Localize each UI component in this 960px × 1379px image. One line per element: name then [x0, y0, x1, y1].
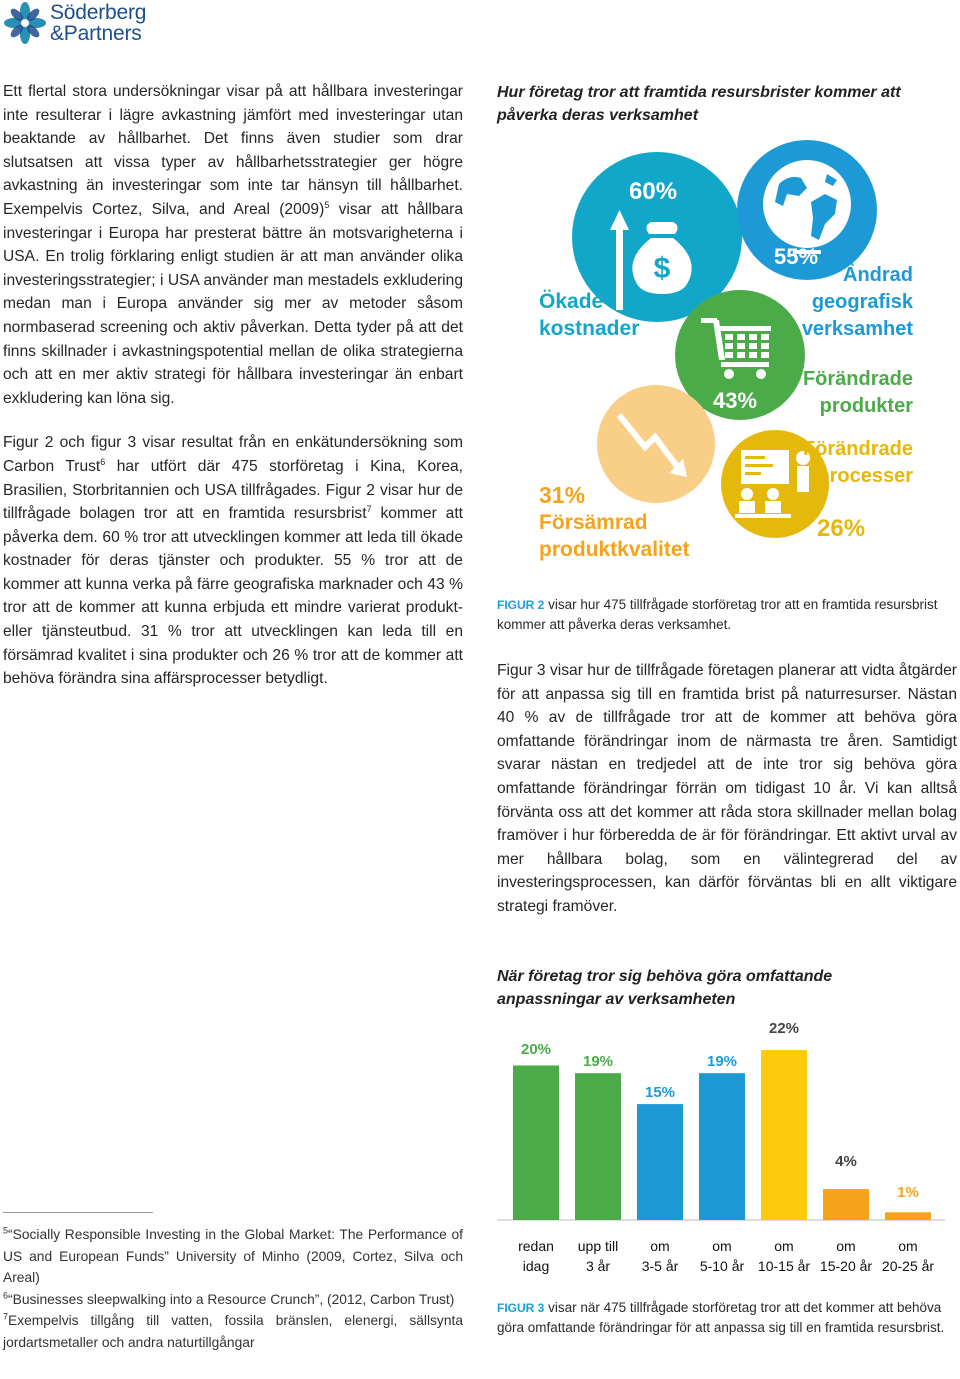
- bar-2: [637, 1104, 683, 1220]
- pct-products: 43%: [713, 388, 758, 413]
- footnote-5: $^5$“Socially Responsible Investing in the Global Market: The Performance of US and European Funds” University of Minho (2009, Cortez, Silva och Areal): [3, 1225, 463, 1285]
- figure2-caption: FIGUR 2 visar hur 475 tillfrågade storföretag tror att en framtida resursbrist kommer att påverka deras verksamhet.: [497, 597, 938, 632]
- bar-6: [885, 1212, 931, 1220]
- bar-value-label-4: 22%: [768, 1020, 800, 1037]
- bar-value-label-0: 20%: [520, 1041, 552, 1059]
- figure2-title: Hur företag tror att framtida resursbrister kommer att påverka deras verksamhet: [497, 84, 901, 124]
- x-tick-label-1: upp till 3 år: [577, 1238, 619, 1274]
- x-tick-label-4: om 10-15 år: [757, 1238, 811, 1274]
- bar-value-label-1: 19%: [582, 1053, 614, 1071]
- label-geo: Ändrad geografisk verksamhet: [801, 264, 913, 340]
- bar-0: [513, 1065, 559, 1220]
- logo-line1: Söderberg: [50, 1, 147, 24]
- bar-value-label-2: 15%: [644, 1084, 676, 1102]
- bar-4: [761, 1050, 807, 1220]
- footnote-6: $^6$“Businesses sleepwalking into a Resource Crunch”, (2012, Carbon Trust): [3, 1289, 455, 1307]
- footnote-divider: [3, 1212, 153, 1213]
- logo-line2: &Partners: [50, 22, 142, 45]
- label-quality: 31% Försämrad produktkvalitet: [539, 482, 690, 561]
- pct-process: 26%: [817, 515, 866, 542]
- bar-5: [823, 1189, 869, 1220]
- x-tick-label-6: om 20-25 år: [881, 1238, 935, 1274]
- company-logo: [0, 0, 160, 48]
- pct-costs: 60%: [629, 178, 678, 205]
- pct-geo: 55%: [774, 244, 819, 269]
- figure3-title: När företag tror sig behöva göra omfattande anpassningar av verksamheten: [497, 968, 833, 1008]
- bar-value-label-3: 19%: [706, 1053, 738, 1071]
- svg-text:$: $: [653, 252, 671, 285]
- x-tick-label-2: om 3-5 år: [641, 1238, 679, 1274]
- x-tick-label-5: om 15-20 år: [819, 1238, 873, 1274]
- figure3-caption: FIGUR 3 visar när 475 tillfrågade storföretag tror att det kommer att behöva göra omfattande förändringar för att anpassa sig till en framtida resursbrist.: [497, 1300, 945, 1335]
- pct-quality: 31%: [539, 482, 586, 508]
- footnotes: [3, 1224, 463, 1353]
- figure2-infographic: [497, 140, 957, 580]
- logo-flower-icon: [2, 0, 48, 46]
- figure3-chart: [497, 1020, 957, 1280]
- label-products: Förändrade produkter: [802, 368, 913, 417]
- bar-value-label-6: 1%: [897, 1184, 919, 1202]
- bar-value-label-5: 4%: [835, 1153, 857, 1171]
- footnote-7: $^7$Exempelvis tillgång till vatten, fossila bränslen, elenergi, sällsynta jordartsmetaller och andra naturtillgångar: [3, 1311, 463, 1350]
- body-paragraph-1: Ett flertal stora undersökningar visar på att hållbara investeringar inte resulterar i lägre avkastning jämfört med investeringar utan beaktande av hållbarhet. Det finns även studier som drar slutsatsen att vissa typer av hållbarhetsstrategier ger högre avkastning än investeringar som inte tar hänsyn till hållbarhet. Exempelvis Cortez, Silva, and Areal $(2009)^5$ visar att hållbara investeringar i Europa har presterat bättre än motsvarigheterna i USA. En trolig förklaring enligt studien är att man använder olika investeringsstrategier; i USA använder man mestadels exkludering medan man i Europa använder sig mer av metoder såsom normbaserad screening och aktiv påverkan. Detta tyder på att det finns skillnader i avkastningspotential mellan de olika strategierna och att en mer aktiv strategi för hållbara investeringar än enbart exkludering kan löna sig.: [3, 83, 464, 407]
- body-paragraph-2: Figur 2 och figur 3 visar resultat från en enkätundersökning som Carbon Trust$^6$ har utfört där 475 storföretag i Kina, Korea, Brasilien, Storbritannien och USA tillfrågades. Figur 2 visar hur de tillfrågade bolagen tror att en framtida resursbrist$^7$ kommer att påverka dem. 60 % tror att utvecklingen kommer att leda till ökade kostnader för deras tjänster och produkter. 55 % tror att de kommer att kunna verka på färre geografiska marknader och 43 % tror att de kommer att kunna erbjuda ett mindre varierat produkt- eller tjänsteutbud. 31 % tror att utvecklingen kan leda till en försämrad kvalitet i sina produkter och 26 % tror att de kommer att behöva förändra sina affärsprocesser betydligt.: [3, 434, 464, 688]
- label-costs: Ökade kostnader: [539, 290, 640, 340]
- x-tick-label-3: om 5-10 år: [699, 1238, 745, 1274]
- x-tick-label-0: redan idag: [518, 1238, 554, 1274]
- bar-1: [575, 1073, 621, 1220]
- body-paragraph-3: Figur 3 visar hur de tillfrågade företagen planerar att vidta åtgärder för att anpassa sig till en framtida brist på naturresurser. Nästan 40 % av de tillfrågade tror att de kommer att behöva göra omfattande förändringar inom de närmasta tre åren. Samtidigt svarar nästan en tredjedel att de inte tror sig behöva göra omfattande förändringar förrän om tidigast 10 år. Vi kan alltså förvänta oss att det kommer att råda stora skillnader mellan bolag framöver i hur förberedda de är för förändringar. Ett aktivt urval av mer hållbara bolag, som en välintegrerad del av investeringsprocessen, kan därför förväntas bli en allt viktigare strategi framöver.: [497, 662, 957, 915]
- bar-3: [699, 1073, 745, 1220]
- label-process: Förändrade processer: [802, 438, 913, 487]
- left-column: [3, 80, 463, 691]
- right-column: [497, 659, 957, 919]
